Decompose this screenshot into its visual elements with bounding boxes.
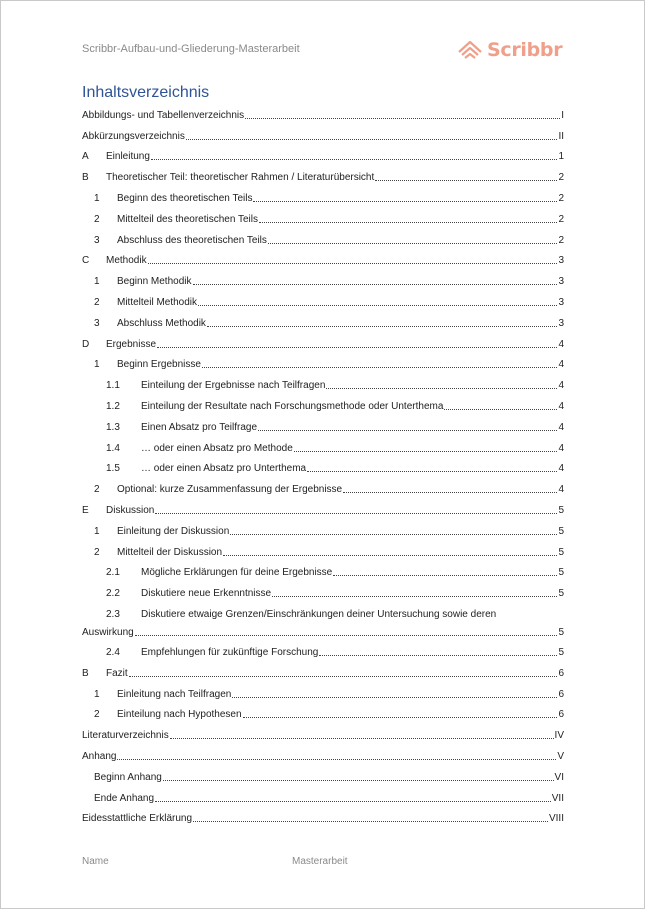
- dot-leader: [135, 635, 558, 636]
- toc-entry[interactable]: [82, 126, 564, 147]
- toc-entry-page: 2: [558, 213, 564, 225]
- dot-leader: [157, 347, 557, 348]
- toc-entry-label: … oder einen Absatz pro Methode: [141, 442, 293, 454]
- toc-entry-label: Optional: kurze Zusammenfassung der Ergebnisse: [117, 484, 343, 496]
- toc-entry-page: 2: [558, 234, 564, 246]
- toc-entry-page: 4: [558, 338, 564, 350]
- toc-entry-label: … oder einen Absatz pro Unterthema: [141, 463, 307, 475]
- toc-entry[interactable]: [82, 251, 564, 272]
- toc-entry-page: 4: [558, 401, 564, 413]
- toc-entry-page: VII: [551, 792, 564, 804]
- toc-entry-label: Einteilung der Ergebnisse nach Teilfragen: [141, 380, 326, 392]
- dot-leader: [333, 575, 557, 576]
- toc-entry-label: Mittelteil der Diskussion: [117, 546, 223, 558]
- toc-entry-page: V: [557, 751, 564, 762]
- toc-entry-page: 5: [558, 588, 564, 600]
- toc-entry-number: A: [82, 151, 89, 163]
- toc-entry[interactable]: [82, 809, 564, 830]
- toc-entry-label: Mögliche Erklärungen für deine Ergebnisse: [141, 567, 333, 579]
- toc-entry-label: Einen Absatz pro Teilfrage: [141, 421, 258, 433]
- toc-entry-page: II: [558, 130, 564, 142]
- toc-entry[interactable]: [82, 604, 564, 642]
- toc-entry-page: IV: [554, 730, 564, 742]
- toc-entry[interactable]: [82, 788, 564, 809]
- dot-leader: [163, 780, 554, 781]
- dot-leader: [375, 180, 557, 181]
- toc-entry-number: C: [82, 255, 90, 267]
- dot-leader: [232, 697, 557, 698]
- toc-entry[interactable]: [82, 271, 564, 292]
- footer-document-type: Masterarbeit: [292, 856, 348, 867]
- toc-entry-label: Abschluss des theoretischen Teils: [117, 234, 267, 246]
- toc-entry[interactable]: [82, 521, 564, 542]
- dot-leader: [117, 759, 556, 760]
- toc-entry-page: 4: [558, 463, 564, 475]
- toc-entry-number: 1.3: [106, 421, 120, 433]
- toc-entry-number: 2: [94, 213, 100, 225]
- toc-entry[interactable]: [82, 167, 564, 188]
- toc-entry-number: 2.3: [106, 608, 120, 620]
- dot-leader: [129, 676, 558, 677]
- dot-leader: [258, 430, 557, 431]
- toc-entry[interactable]: [82, 459, 564, 480]
- scribbr-logo-icon: [457, 39, 483, 61]
- toc-entry[interactable]: [82, 705, 564, 726]
- toc-entry-number: 1: [94, 276, 100, 288]
- toc-entry-page: 5: [558, 567, 564, 579]
- toc-entry-label: Beginn des theoretischen Teils: [117, 193, 253, 205]
- toc-entry-number: B: [82, 172, 89, 184]
- toc-entry-number: 1: [94, 359, 100, 371]
- dot-leader: [186, 139, 558, 140]
- toc-entry-page: 1: [558, 151, 564, 163]
- toc-entry[interactable]: [82, 500, 564, 521]
- toc-entry-label: Einteilung nach Hypothesen: [117, 709, 242, 721]
- toc-entry-number: 1.5: [106, 463, 120, 475]
- toc-entry-page: 5: [558, 647, 564, 659]
- toc-entry-page: 4: [558, 421, 564, 433]
- scribbr-logo-text: Scribbr: [487, 39, 563, 61]
- toc-entry[interactable]: [82, 334, 564, 355]
- toc-entry-number: 1.2: [106, 401, 120, 413]
- toc-entry-page: 5: [558, 505, 564, 517]
- toc-entry[interactable]: [82, 313, 564, 334]
- toc-entry-label: Empfehlungen für zukünftige Forschung: [141, 647, 319, 659]
- toc-entry-label: Eidesstattliche Erklärung: [82, 813, 193, 825]
- dot-leader: [272, 596, 557, 597]
- toc-entry[interactable]: [82, 746, 564, 767]
- toc-entry[interactable]: [82, 583, 564, 604]
- toc-entry-label: Fazit: [106, 667, 128, 679]
- dot-leader: [343, 492, 557, 493]
- toc-entry-number: 2: [94, 297, 100, 309]
- table-of-contents: [82, 105, 564, 829]
- toc-entry-label: Beginn Ergebnisse: [117, 359, 201, 371]
- toc-entry[interactable]: [82, 209, 564, 230]
- dot-leader: [193, 821, 548, 822]
- toc-entry-number: 2: [94, 546, 100, 558]
- toc-entry-label: Einleitung der Diskussion: [117, 525, 230, 537]
- toc-entry-label: Beginn Anhang: [94, 771, 162, 783]
- dot-leader: [245, 118, 560, 119]
- toc-entry-number: 2: [94, 484, 100, 496]
- dot-leader: [294, 451, 558, 452]
- toc-entry-page: 3: [558, 297, 564, 309]
- dot-leader: [259, 222, 557, 223]
- toc-entry[interactable]: [82, 375, 564, 396]
- toc-entry-label: Abschluss Methodik: [117, 317, 206, 329]
- toc-entry-label: Diskussion: [106, 505, 155, 517]
- toc-entry-page: I: [561, 109, 564, 121]
- toc-entry[interactable]: [82, 417, 564, 438]
- toc-entry-number: 2.1: [106, 567, 120, 579]
- toc-entry[interactable]: [82, 105, 564, 126]
- header-title: Scribbr-Aufbau-und-Gliederung-Masterarbeit: [82, 43, 300, 55]
- dot-leader: [148, 263, 558, 264]
- toc-entry-page: 2: [558, 172, 564, 184]
- toc-entry-page: 5: [558, 546, 564, 558]
- dot-leader: [223, 555, 557, 556]
- toc-entry[interactable]: [82, 396, 564, 417]
- toc-entry-page: VIII: [548, 813, 564, 825]
- dot-leader: [230, 534, 557, 535]
- toc-entry[interactable]: [82, 642, 564, 663]
- toc-entry-page: 3: [558, 317, 564, 329]
- dot-leader: [155, 801, 551, 802]
- toc-entry-label: Beginn Methodik: [117, 276, 192, 288]
- toc-entry-label: Ende Anhang: [94, 792, 155, 804]
- toc-entry-page: 4: [558, 359, 564, 371]
- toc-entry-number: 3: [94, 317, 100, 329]
- toc-entry-page: 3: [558, 276, 564, 288]
- toc-entry-label-continued: Auswirkung: [82, 626, 134, 638]
- toc-entry-number: 2.4: [106, 647, 120, 659]
- toc-entry-page: 4: [558, 380, 564, 392]
- toc-entry-number: 2: [94, 709, 100, 721]
- toc-entry[interactable]: [82, 147, 564, 168]
- toc-entry-page: 4: [558, 484, 564, 496]
- toc-entry-label: Ergebnisse: [106, 338, 157, 350]
- toc-entry-page: 6: [558, 688, 564, 700]
- dot-leader: [193, 284, 558, 285]
- toc-entry-label: Mittelteil des theoretischen Teils: [117, 213, 258, 225]
- toc-entry[interactable]: [82, 767, 564, 788]
- toc-entry[interactable]: [82, 188, 564, 209]
- dot-leader: [198, 305, 557, 306]
- dot-leader: [151, 159, 558, 160]
- toc-entry-number: 1: [94, 193, 100, 205]
- dot-leader: [155, 513, 557, 514]
- toc-entry-label: Methodik: [106, 255, 147, 267]
- dot-leader: [243, 717, 558, 718]
- toc-entry[interactable]: [82, 292, 564, 313]
- toc-entry-page: 4: [558, 442, 564, 454]
- toc-entry[interactable]: [82, 230, 564, 251]
- toc-entry-page: 6: [558, 667, 564, 679]
- toc-entry[interactable]: [82, 563, 564, 584]
- toc-entry-label: Einleitung: [106, 151, 150, 163]
- toc-entry-number: 3: [94, 234, 100, 246]
- dot-leader: [307, 471, 557, 472]
- toc-entry-page: VI: [554, 771, 564, 783]
- toc-entry[interactable]: [82, 725, 564, 746]
- toc-entry[interactable]: [82, 479, 564, 500]
- toc-entry-label: Anhang: [82, 751, 117, 762]
- toc-entry-label: Abkürzungsverzeichnis: [82, 130, 185, 142]
- toc-entry-page: 5: [558, 525, 564, 537]
- toc-entry-number: 1: [94, 525, 100, 537]
- toc-entry-label: Abbildungs- und Tabellenverzeichnis: [82, 109, 245, 121]
- toc-entry-label: Einleitung nach Teilfragen: [117, 688, 232, 700]
- dot-leader: [207, 326, 558, 327]
- dot-leader: [326, 388, 557, 389]
- toc-entry-page: 3: [558, 255, 564, 267]
- toc-entry-number: B: [82, 667, 89, 679]
- footer-name: Name: [82, 856, 109, 867]
- scribbr-logo: [457, 39, 562, 61]
- toc-entry[interactable]: [82, 438, 564, 459]
- dot-leader: [268, 243, 558, 244]
- dot-leader: [319, 655, 557, 656]
- toc-entry-label: Literaturverzeichnis: [82, 730, 169, 742]
- toc-entry-label: Mittelteil Methodik: [117, 297, 198, 309]
- toc-entry-page: 2: [558, 193, 564, 205]
- toc-entry[interactable]: [82, 684, 564, 705]
- toc-entry[interactable]: [82, 542, 564, 563]
- dot-leader: [444, 409, 557, 410]
- toc-entry[interactable]: [82, 663, 564, 684]
- toc-entry-number: 1: [94, 688, 100, 700]
- toc-entry-label: Diskutiere neue Erkenntnisse: [141, 588, 272, 600]
- toc-entry-page: 5: [558, 626, 564, 638]
- toc-entry-number: 1.1: [106, 380, 120, 392]
- toc-entry[interactable]: [82, 355, 564, 376]
- toc-entry-label: Diskutiere etwaige Grenzen/Einschränkungen deiner Untersuchung sowie deren: [141, 608, 497, 620]
- dot-leader: [170, 738, 554, 739]
- toc-entry-number: 1.4: [106, 442, 120, 454]
- toc-entry-number: E: [82, 505, 89, 517]
- dot-leader: [202, 367, 557, 368]
- dot-leader: [253, 201, 557, 202]
- toc-heading: Inhaltsverzeichnis: [82, 84, 210, 101]
- toc-entry-label: Theoretischer Teil: theoretischer Rahmen / Literaturübersicht: [106, 172, 375, 184]
- toc-entry-label: Einteilung der Resultate nach Forschungsmethode oder Unterthema: [141, 401, 444, 413]
- toc-entry-number: 2.2: [106, 588, 120, 600]
- toc-entry-page: 6: [558, 709, 564, 721]
- toc-entry-number: D: [82, 338, 90, 350]
